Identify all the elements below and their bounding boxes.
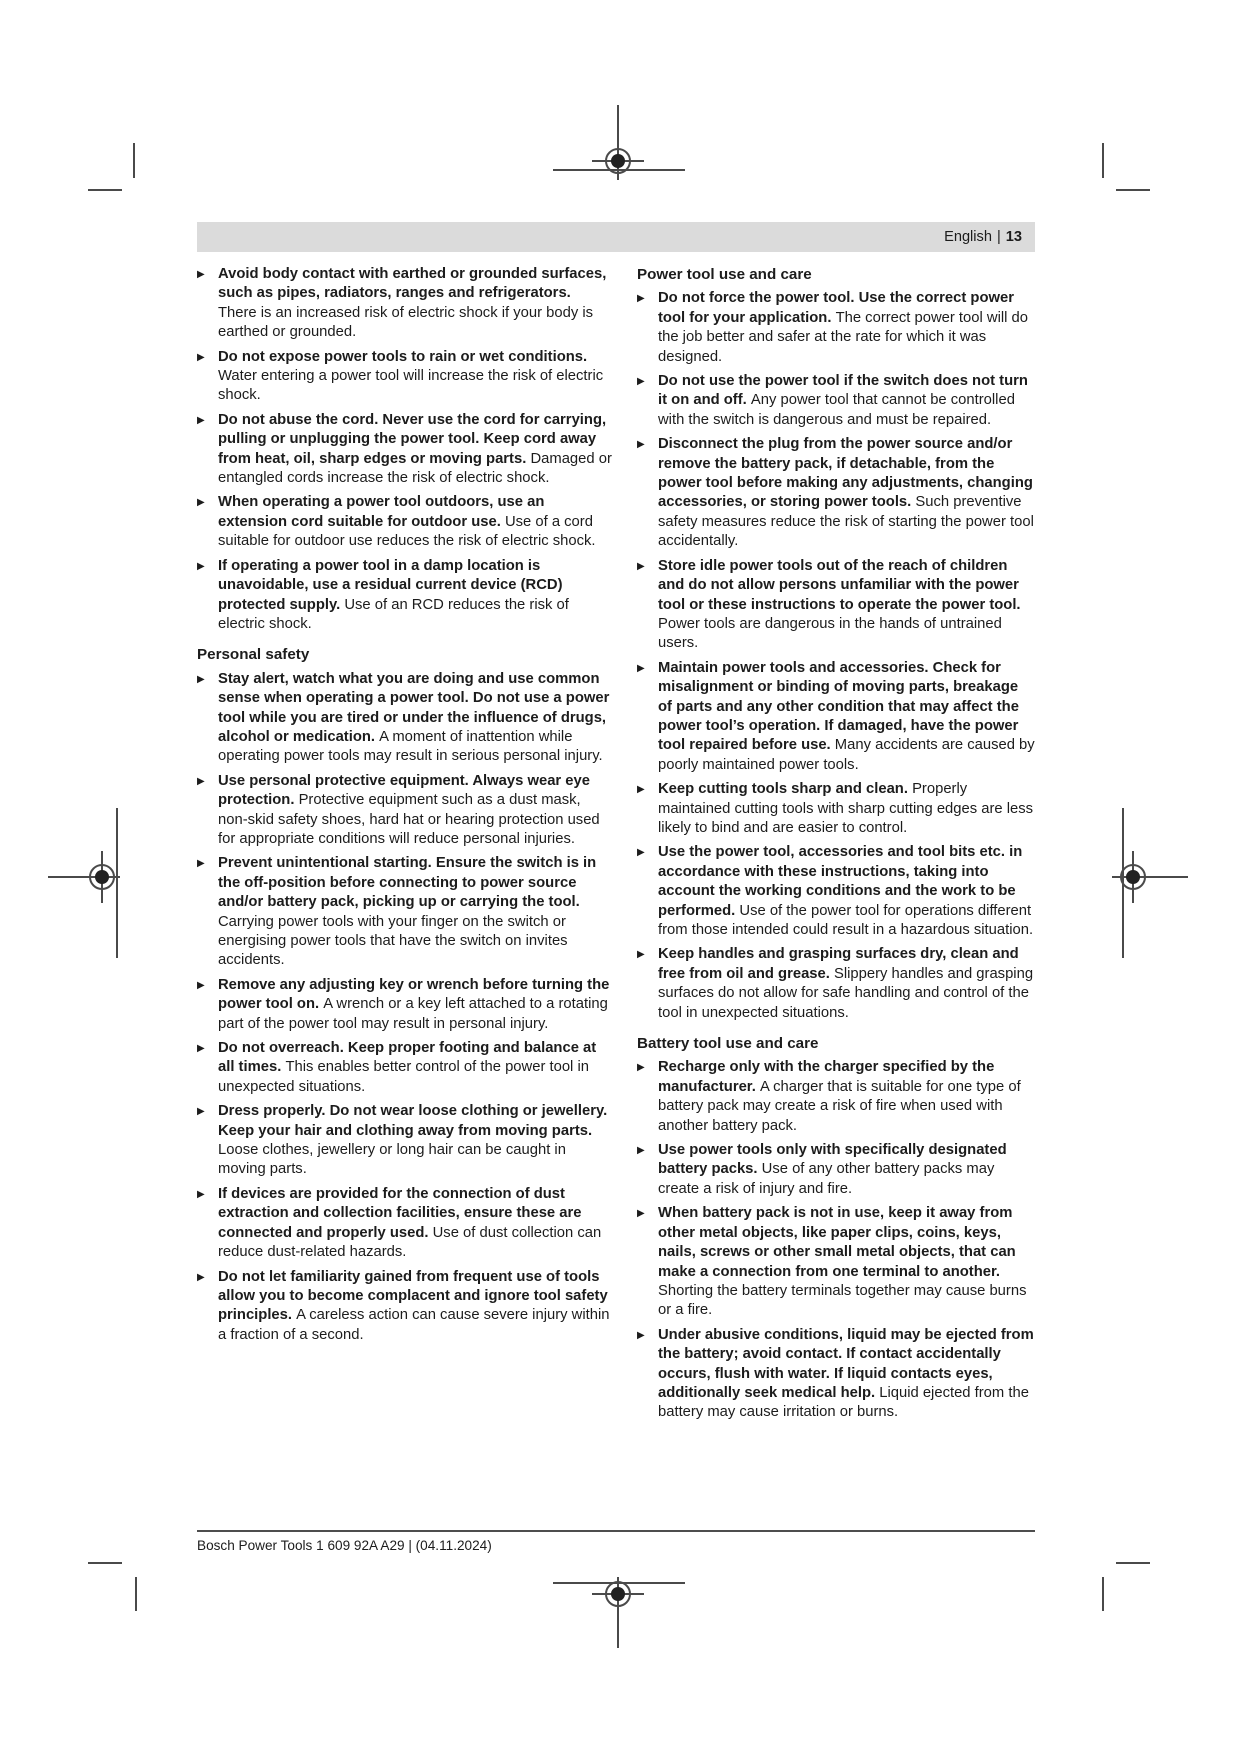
bullet-triangle-icon: ▶ [637,847,645,859]
registration-target-bottom-center-dot [611,1587,625,1601]
bullet-triangle-icon: ▶ [197,1188,205,1200]
bullet-item [197,854,612,970]
bullet-item [637,1204,1035,1320]
crop-tick-bottom-left-vertical [135,1577,137,1611]
bullet-text: Store idle power tools out of the reach of children and do not allow persons unfamiliar with the power tool or these instructions to operate the power tool. Power tools are dangerous in the hands of untrained users. [658,557,1021,652]
bullet-item [197,1039,612,1097]
bullet-item [197,493,612,551]
footer-text: Bosch Power Tools 1 609 92A A29 | (04.11.2024) [197,1538,492,1553]
bullet-text: Do not force the power tool. Use the correct power tool for your application. The correct power tool will do the job better and safer at the rate for which it was designed. [658,290,1029,365]
bullet-item [197,1185,612,1263]
bullet-triangle-icon: ▶ [637,439,645,451]
bullet-triangle-icon: ▶ [197,497,205,509]
registration-target-left-middle-dot [95,870,109,884]
bullet-text: When battery pack is not in use, keep it away from other metal objects, like paper clips, coins, keys, nails, screws or other small metal objects, that can make a connection from one terminal to another. Shorting the battery terminals together may cause burns or a fire. [658,1205,1027,1319]
crop-tick-top-left-horizontal [88,189,122,191]
bullet-text: Use the power tool, accessories and tool bits etc. in accordance with these instructions, taking into account the working conditions and the work to be performed. Use of the power tool for operations different from those intended could result in a hazardous situation. [658,844,1034,938]
bullet-item [637,289,1035,367]
header-separator: | [996,229,1001,245]
bullet-triangle-icon: ▶ [197,351,205,363]
bullet-item [637,557,1035,654]
crop-tick-bottom-left-horizontal [88,1562,122,1564]
header-language-label: English [944,229,992,245]
bullet-text: Avoid body contact with earthed or grounded surfaces, such as pipes, radiators, ranges and refrigerators. There is an increased risk of electric shock if your body is earthed or grounded. [218,266,607,341]
bullet-text: Recharge only with the charger specified by the manufacturer. A charger that is suitable for one type of battery pack may create a risk of fire when used with another battery pack. [658,1059,1021,1134]
bullet-item [637,945,1035,1023]
bullet-text: When operating a power tool outdoors, use an extension cord suitable for outdoor use. Use of a cord suitable for outdoor use reduces the risk of electric shock. [218,494,596,550]
bullet-text: Disconnect the plug from the power source and/or remove the battery pack, if detachable, from the power tool before making any adjustments, changing accessories, or storing power tools. Such preventive safety measures reduce the risk of starting the power tool accidentally. [658,436,1034,550]
crop-tick-bottom-right-horizontal [1116,1562,1150,1564]
column-right [637,265,1035,1428]
bullet-text: Under abusive conditions, liquid may be ejected from the battery; avoid contact. If contact accidentally occurs, flush with water. If liquid contacts eyes, additionally seek medical help. Liquid ejected from the battery may cause irritation or burns. [658,1326,1034,1421]
bullet-item [197,557,612,635]
bullet-text: Keep handles and grasping surfaces dry, clean and free from oil and grease. Slippery handles and grasping surfaces do not allow for safe handling and control of the tool in unexpected situations. [658,946,1034,1021]
bullet-text: Remove any adjusting key or wrench before turning the power tool on. A wrench or a key left attached to a rotating part of the power tool may result in personal injury. [218,976,610,1032]
header-page-number: 13 [1005,229,1022,245]
bullet-triangle-icon: ▶ [637,662,645,674]
bullet-text: Prevent unintentional starting. Ensure the switch is in the off-position before connecting to power source and/or battery pack, picking up or carrying the tool. Carrying power tools with your finger on the switch or energising power tools that have the switch on invites accidents. [218,855,597,969]
bullet-item [637,372,1035,430]
bullet-text: If devices are provided for the connection of dust extraction and collection facilities, ensure these are connected and properly used. Use of dust collection can reduce dust-related hazards. [218,1185,602,1261]
section-heading: Battery tool use and care [637,1035,819,1053]
bullet-item [197,1102,612,1180]
bullet-triangle-icon: ▶ [637,1208,645,1220]
bullet-item [637,659,1035,775]
bullet-text: Maintain power tools and accessories. Check for misalignment or binding of moving parts, breakage of parts and any other condition that may affect the power tool’s operation. If damaged, have the power tool repaired before use. Many accidents are caused by poorly maintained power tools. [658,659,1035,773]
bullet-text: Dress properly. Do not wear loose clothing or jewellery. Keep your hair and clothing away from moving parts. Loose clothes, jewellery or long hair can be caught in moving parts. [218,1103,608,1178]
bullet-item [197,411,612,489]
header-bar [197,222,1035,252]
bullet-triangle-icon: ▶ [197,858,205,870]
crop-tick-top-right-horizontal [1116,189,1150,191]
registration-target-right-middle-dot [1126,870,1140,884]
registration-line-left-vertical [116,808,118,958]
bullet-triangle-icon: ▶ [637,1329,645,1341]
bullet-text: Do not abuse the cord. Never use the cord for carrying, pulling or unplugging the power tool. Keep cord away from heat, oil, sharp edges or moving parts. Damaged or entangled cords increase the risk of electric shock. [218,411,612,487]
bullet-triangle-icon: ▶ [197,979,205,991]
bullet-triangle-icon: ▶ [637,949,645,961]
section-heading: Personal safety [197,646,310,664]
bullet-text: Do not expose power tools to rain or wet conditions. Water entering a power tool will increase the risk of electric shock. [218,348,604,404]
bullet-triangle-icon: ▶ [197,1106,205,1118]
bullet-triangle-icon: ▶ [197,414,205,426]
bullet-item [197,265,612,343]
crop-tick-top-right-vertical [1102,143,1104,178]
bullet-text: Keep cutting tools sharp and clean. Properly maintained cutting tools with sharp cutting edges are less likely to bind and are easier to control. [658,781,1034,836]
body-columns [197,265,1035,1428]
bullet-item [637,435,1035,551]
registration-target-top-center-dot [611,154,625,168]
bullet-triangle-icon: ▶ [637,1145,645,1157]
crop-tick-bottom-right-vertical [1102,1577,1104,1611]
bullet-item [637,1141,1035,1199]
bullet-item [637,780,1035,838]
bullet-triangle-icon: ▶ [197,775,205,787]
bullet-triangle-icon: ▶ [637,293,645,305]
bullet-item [637,1058,1035,1136]
bullet-triangle-icon: ▶ [197,1043,205,1055]
bullet-text: If operating a power tool in a damp location is unavoidable, use a residual current device (RCD) protected supply. Use of an RCD reduces the risk of electric shock. [218,557,569,632]
bullet-item [197,772,612,850]
bullet-item [637,1326,1035,1423]
bullet-triangle-icon: ▶ [637,560,645,572]
bullet-item [197,1268,612,1346]
crop-tick-top-left-vertical [133,143,135,178]
bullet-text: Do not let familiarity gained from frequent use of tools allow you to become complacent and ignore tool safety principles. A careless action can cause severe injury within a fraction of a second. [218,1268,610,1343]
bullet-item [197,670,612,767]
bullet-item [637,843,1035,940]
bullet-item [197,976,612,1034]
bullet-triangle-icon: ▶ [197,560,205,572]
bullet-triangle-icon: ▶ [197,269,205,280]
bullet-item [197,348,612,406]
bullet-triangle-icon: ▶ [637,784,645,796]
bullet-triangle-icon: ▶ [197,1271,205,1283]
bullet-text: Stay alert, watch what you are doing and use common sense when operating a power tool. Do not use a power tool while you are tired or under the influence of drugs, alcohol or medication. A moment of inattention while operating power tools may result in serious personal injury. [218,670,610,765]
bullet-text: Do not overreach. Keep proper footing and balance at all times. This enables better control of the power tool in unexpected situations. [218,1040,597,1095]
section-heading: Power tool use and care [637,266,812,283]
bullet-text: Do not use the power tool if the switch does not turn it on and off. Any power tool that cannot be controlled with the switch is dangerous and must be repaired. [658,373,1028,428]
bullet-text: Use personal protective equipment. Always wear eye protection. Protective equipment such as a dust mask, non-skid safety shoes, hard hat or hearing protection used for appropriate conditions will reduce personal injuries. [218,772,600,847]
bullet-triangle-icon: ▶ [637,376,645,388]
footer-divider [197,1530,1035,1532]
bullet-triangle-icon: ▶ [637,1062,645,1074]
bullet-triangle-icon: ▶ [197,673,205,685]
column-left [197,265,612,1428]
bullet-text: Use power tools only with specifically designated battery packs. Use of any other battery packs may create a risk of injury and fire. [658,1142,1007,1197]
